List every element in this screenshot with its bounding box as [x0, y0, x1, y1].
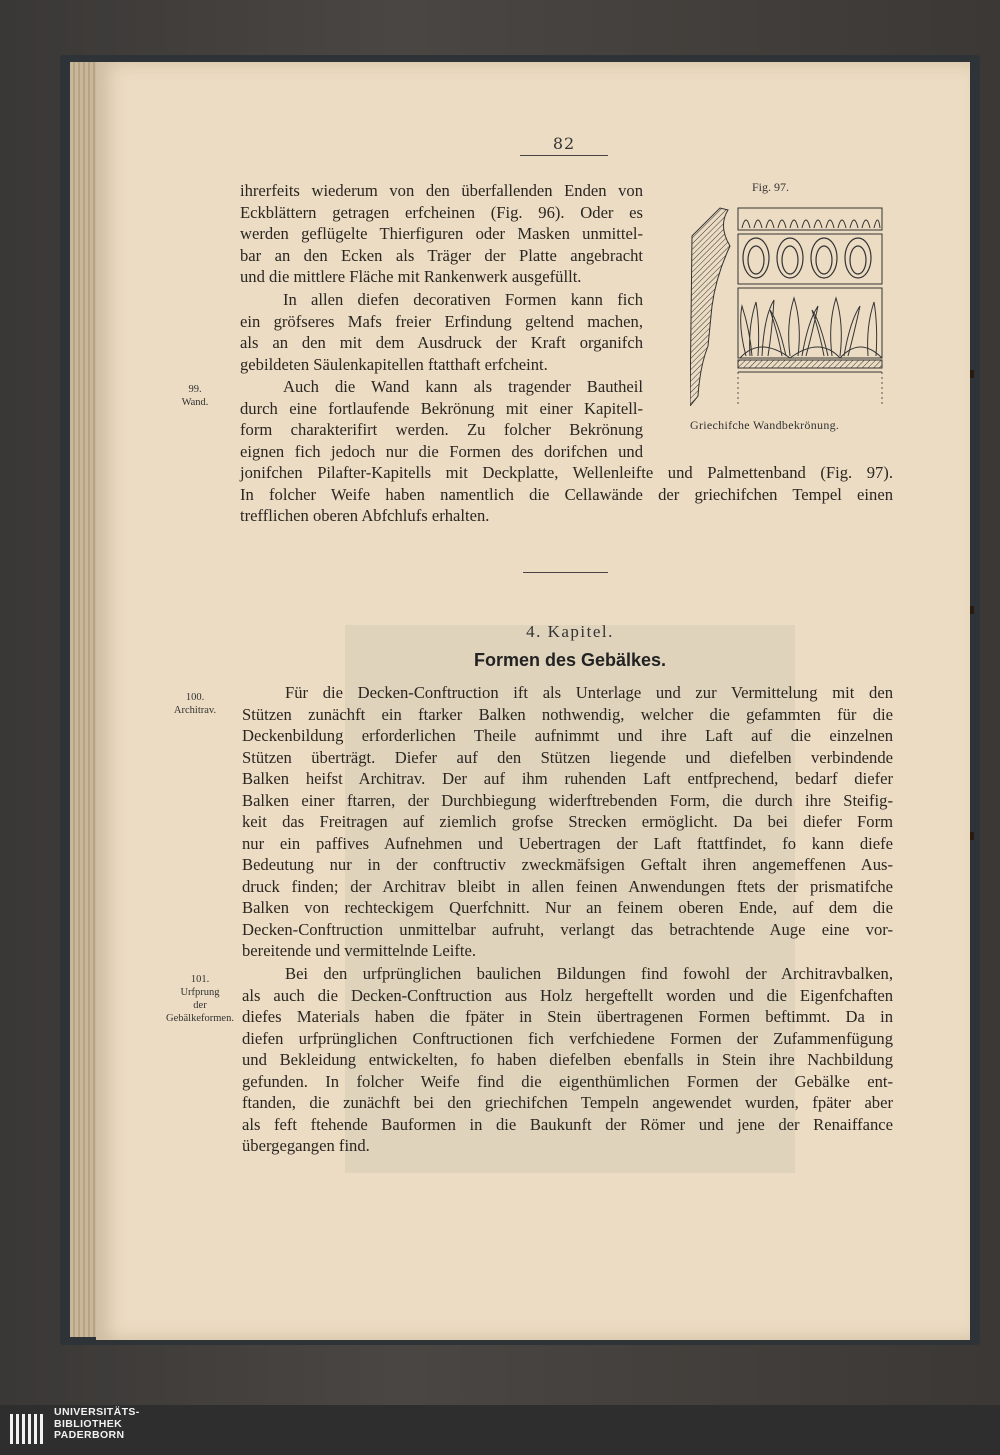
chapter-title: Formen des Gebälkes.	[473, 650, 667, 670]
section-divider	[523, 572, 608, 573]
text-line: durch eine fortlaufende Bekrönung mit einer Kapitell-	[240, 398, 643, 418]
margin-note-label: der	[193, 1000, 207, 1011]
text-line: gefunden. In folcher Weife find die eigenthümlichen Formen der Gebälke ent-	[242, 1071, 893, 1091]
text-line: Bedeutung nur in der conftructiv zweckmäfsigen Geftalt ihren angemeffenen Aus-	[242, 855, 893, 874]
library-logo-icon	[8, 1410, 48, 1448]
text-line: gebildeten Säulenkapitellen ftatthaft erfcheint.	[240, 354, 548, 374]
library-name-line: BIBLIOTHEK	[54, 1417, 123, 1430]
paragraph-continuation	[240, 180, 643, 288]
paragraph-ursprung	[242, 963, 893, 1157]
text-line: Balken einer ftarren, der Durchbiegung widerftrebenden Form, die durch ihre Steifig-	[242, 790, 893, 810]
bookmark-tab	[970, 370, 974, 378]
text-line: Auch die Wand kann als tragender Bautheil	[283, 377, 643, 396]
margin-note-number: 101.	[190, 974, 210, 985]
text-line: druck finden; der Architrav bleibt in allen feinen Anwendungen ftets der prismatifche	[242, 876, 893, 896]
text-line: In folcher Weife haben namentlich die Cellawände der griechifchen Tempel einen	[240, 484, 893, 504]
text-line: diefes Materials haben die fpäter in Stein übertragenen Formen beftimmt. Da in	[242, 1007, 893, 1026]
text-line: und Bekleidung entwickelten, fo haben diefelben ebenfalls in Stein ihre Nachbildung	[242, 1050, 893, 1069]
library-name-line: UNIVERSITÄTS-	[54, 1406, 140, 1418]
library-name-line: PADERBORN	[54, 1429, 125, 1441]
chapter-number: 4. Kapitel.	[526, 622, 614, 641]
text-line: ihrerfeits wiederum von den überfallenden Enden von	[240, 181, 643, 200]
text-line: keit das Freitragen auf ziemlich grofse Strecken ermöglicht. Da bei diefer Form	[242, 812, 893, 831]
text-line: nur ein paffives Aufnehmen und Uebertragen der Laft ftattfindet, fo kann diefe	[242, 833, 893, 853]
text-line: diefen urfprünglichen Conftructionen fich verfchiedene Formen der Zufammenfügung	[242, 1028, 893, 1048]
text-line: werden geflügelte Thierfiguren oder Masken unmittel-	[240, 224, 643, 243]
margin-note-wand	[165, 383, 225, 409]
text-line: und die mittlere Fläche mit Rankenwerk ausgefüllt.	[240, 267, 582, 286]
text-line: Bei den urfprünglichen baulichen Bildungen find fowohl der Architravbalken,	[285, 964, 893, 983]
text-line: bereitende und vermittelnde Leifte.	[242, 941, 477, 960]
figure-label: Fig. 97.	[752, 180, 790, 194]
margin-note-label: Gebälkeformen.	[166, 1013, 234, 1024]
paragraph-architrav	[242, 682, 893, 962]
figure-wandbekroenung-illustration	[690, 206, 885, 406]
margin-note-label: Wand.	[181, 397, 209, 408]
figure-caption: Griechifche Wandbekrönung.	[690, 418, 840, 432]
bookmark-tab	[970, 832, 974, 840]
text-line: ftanden, die zunächft bei den griechifchen Tempeln angewendet wurden, fpäter aber	[242, 1093, 893, 1112]
margin-note-architrav	[160, 691, 230, 717]
paragraph-wand-continued	[240, 462, 893, 527]
text-line: Decken-Conftruction unmittelbar aufruht, verlangt das betrachtende Auge eine vor-	[242, 919, 893, 939]
text-line: Balken heifst Architrav. Der auf ihm ruhenden Laft entfprechend, bedarf diefer	[242, 769, 893, 788]
text-line: eignen fich jedoch nur die Formen des dorifchen und	[240, 441, 643, 461]
text-line: als feft ftehende Bauformen in die Baukunft der Römer und jene der Renaiffance	[242, 1114, 893, 1134]
bookmark-tab	[970, 606, 974, 614]
text-line: als auch die Decken-Conftruction aus Holz hergeftellt worden und die Eigenfchaften	[242, 985, 893, 1005]
text-line: übergegangen find.	[242, 1136, 370, 1155]
text-line: form charakterifirt werden. Zu folcher Bekrönung	[240, 420, 643, 439]
margin-note-number: 100.	[185, 692, 205, 703]
margin-note-label: Urfprung	[180, 987, 220, 998]
text-line: Eckblättern getragen erfcheinen (Fig. 96). Oder es	[240, 202, 643, 222]
text-line: Stützen überträgt. Diefer auf den Stützen liegende und diefelben verbindende	[242, 747, 893, 767]
paragraph-decorative-forms	[240, 289, 643, 375]
page-number: 82	[552, 134, 576, 153]
text-line: als an den mit dem Ausdruck der Kraft organifch	[240, 333, 643, 352]
margin-note-number: 99.	[188, 384, 202, 395]
text-line: trefflichen oberen Abfchlufs erhalten.	[240, 506, 490, 525]
text-line: ein gröfseres Mafs freier Erfindung geltend machen,	[240, 311, 643, 331]
text-line: Für die Decken-Conftruction ift als Unterlage und zur Vermittelung mit den	[285, 683, 893, 702]
text-line: bar an den Ecken als Träger der Platte angebracht	[240, 245, 643, 265]
paragraph-wand	[240, 376, 643, 462]
text-line: Stützen zunächft ein ftarker Balken nothwendig, welcher die gefammten für die	[242, 704, 893, 724]
library-name	[54, 1407, 140, 1442]
text-line: jonifchen Pilafter-Kapitells mit Deckplatte, Wellenleifte und Palmettenband (Fig. 97).	[240, 463, 893, 482]
header-rule	[520, 155, 608, 156]
margin-note-ursprung	[158, 973, 242, 1025]
text-line: Deckenbildung erforderlichen Theile aufnimmt und ihre Laft auf die einzelnen	[242, 726, 893, 745]
margin-note-label: Architrav.	[173, 705, 217, 716]
text-line: Balken von rechteckigem Querfchnitt. Nur an feinem oberen Ende, auf dem die	[242, 898, 893, 917]
library-footer-bar	[0, 1405, 1000, 1455]
text-line: In allen diefen decorativen Formen kann fich	[283, 290, 643, 309]
